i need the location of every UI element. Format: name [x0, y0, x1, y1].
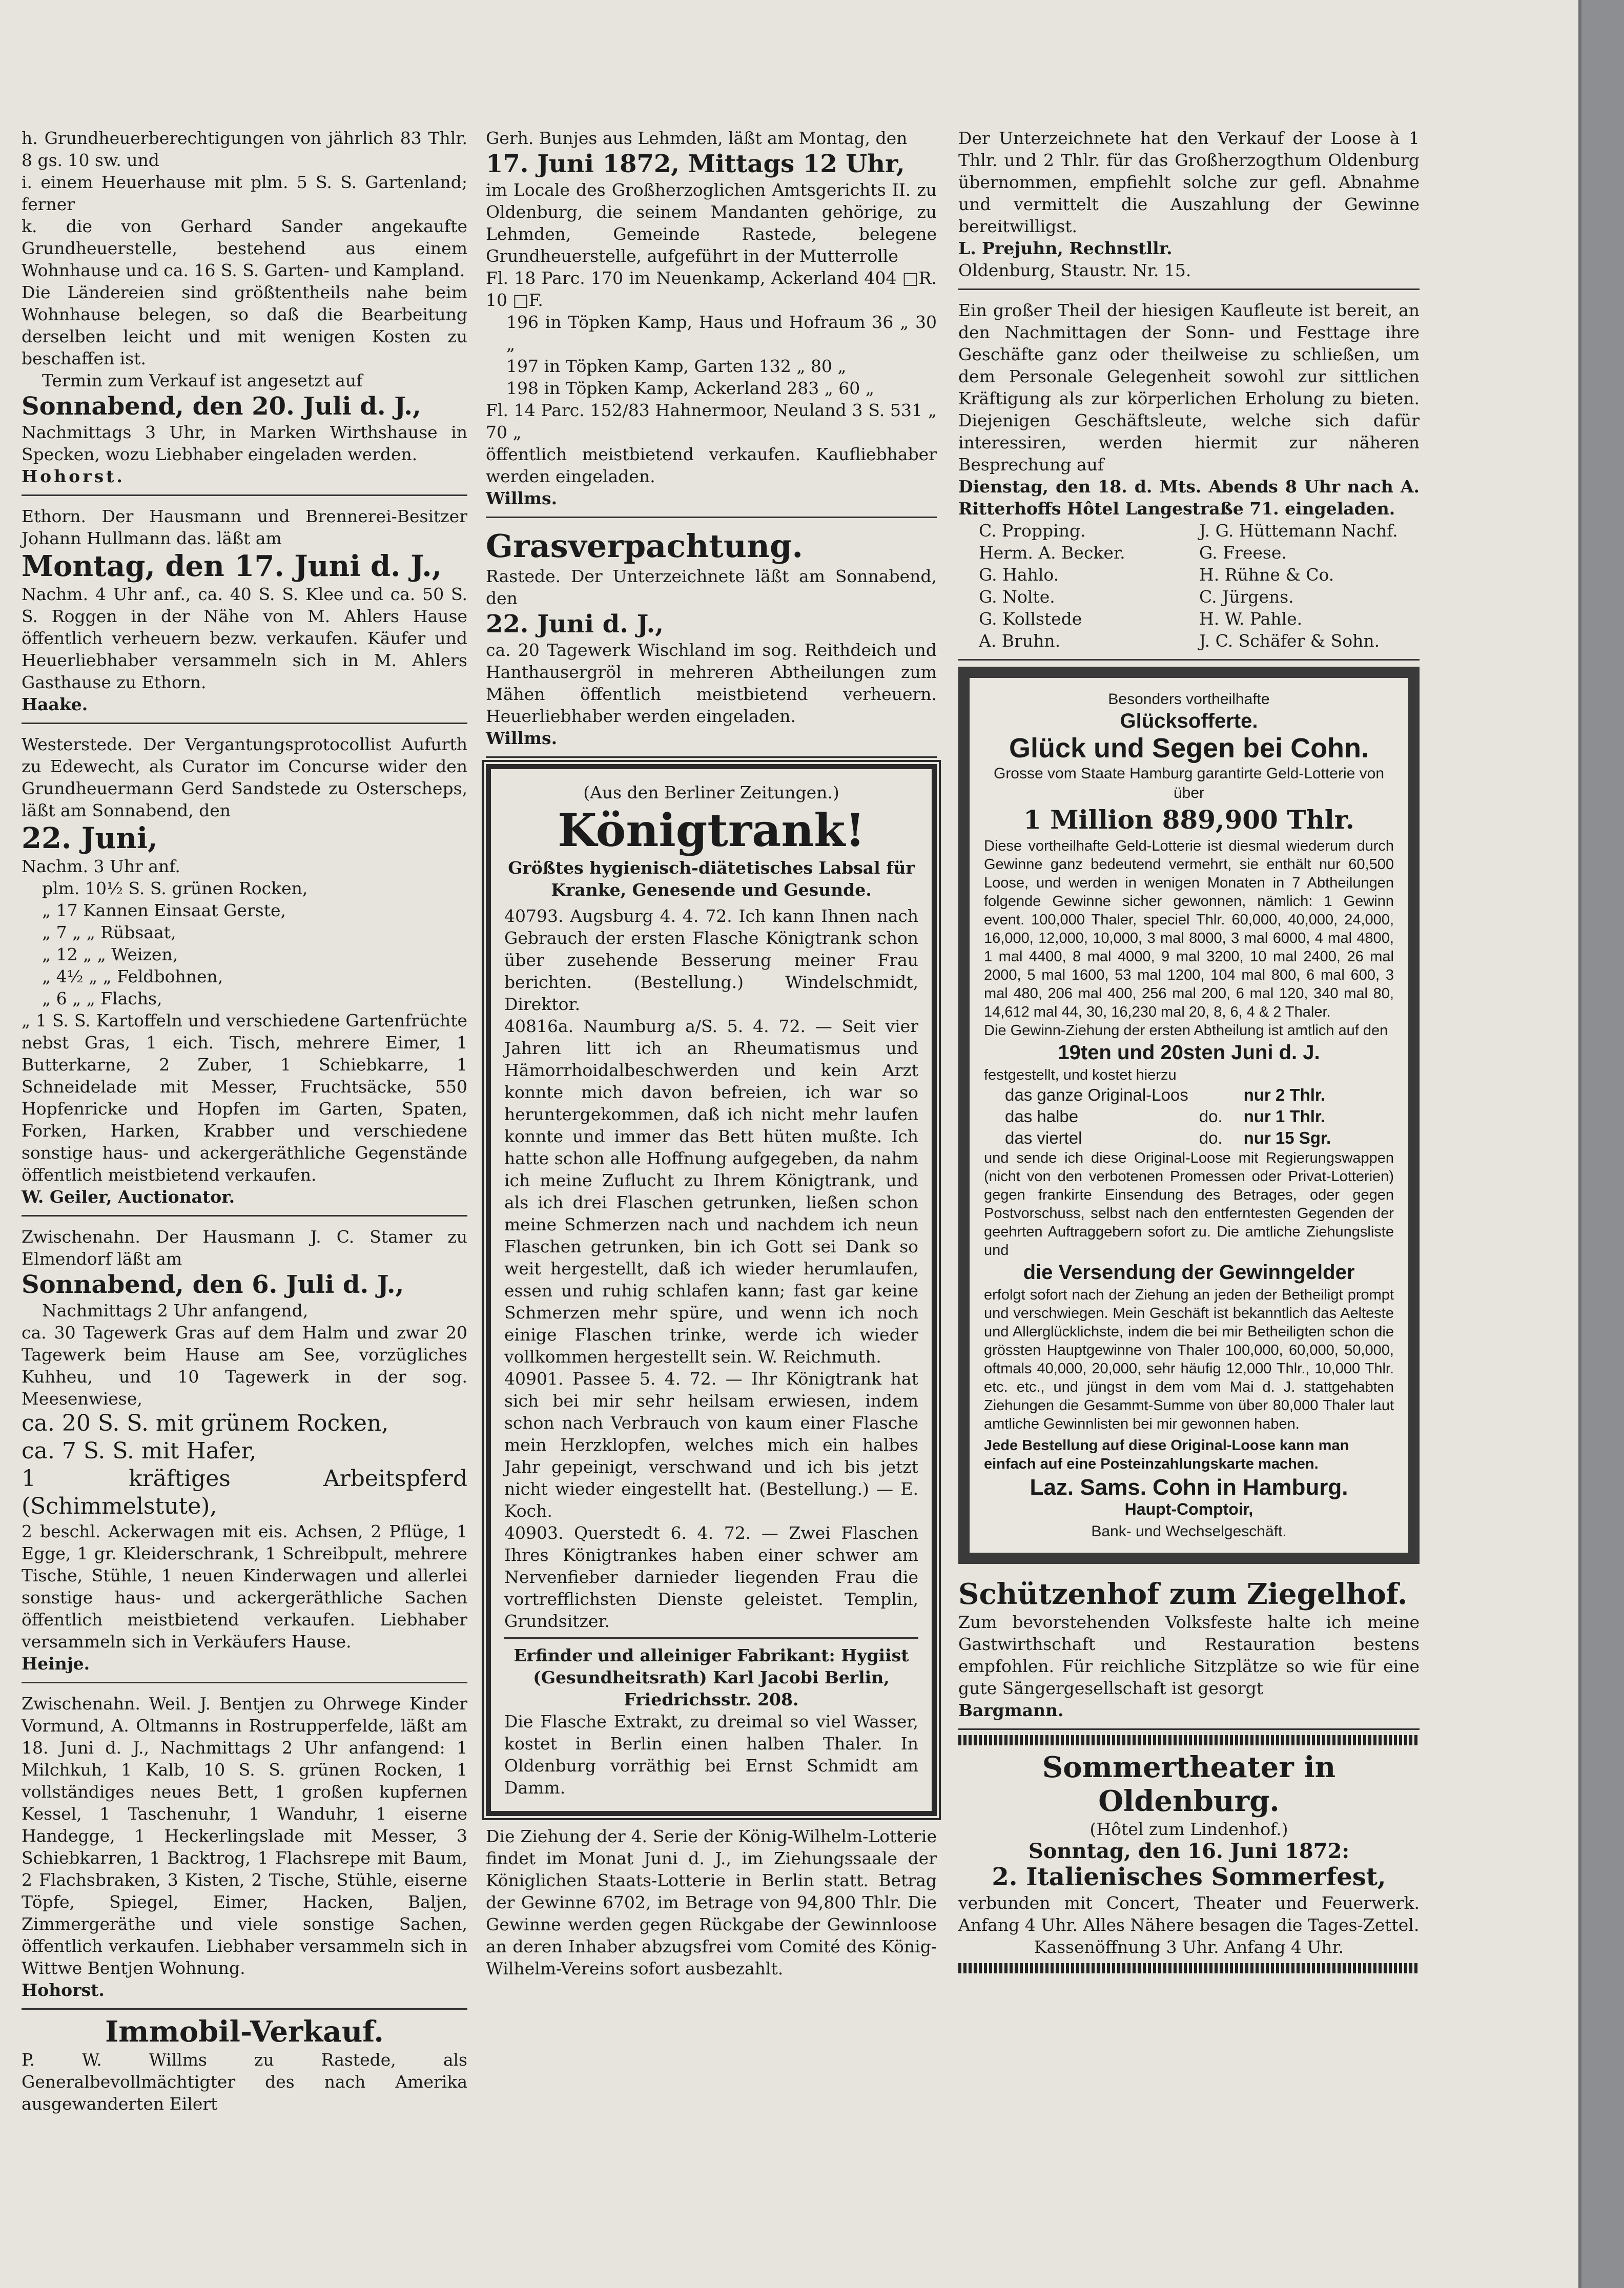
ad-date: Sonntag, den 16. Juni 1872: — [1028, 1839, 1350, 1863]
merchant-name: Herm. A. Becker. — [979, 543, 1125, 563]
ad-text: Ein großer Theil der hiesigen Kaufleute ist bereit, an den Nachmittagen der Sonn- und Festtage ihre Geschäfte ganz oder theilweise zu schließen, um dem Personale Gelegenheit sowohl zur sittlichen Kräftigung als zur körperlichen Erholung zu bieten. Diejenigen Geschäftsleute, welche sich dafür interessiren, werden hiermit zur näheren Besprechung auf — [958, 300, 1420, 475]
ad-text: Diese vortheilhafte Geld-Lotterie ist diesmal wiederum durch Gewinne ganz bedeutend vermehrt, sie enthält nur 60,500 Loose, und werden in wenigen Monaten in 7 Abtheilungen folgende Gewinne sicher gewonnen, nämlich: 1 Gewinn event. 100,000 Thaler, speciel Thlr. 60,000, 40,000, 24,000, 16,000, 12,000, 10,000, 3 mal 8000, 3 mal 6000, 4 mal 4800, 1 mal 4400, 8 mal 4000, 9 mal 3200, 10 mal 2400, 26 mal 2000, 5 mal 1600, 53 mal 1200, 104 mal 800, 6 mal 600, 3 mal 480, 206 mal 400, 256 mal 200, 6 mal 120, 340 mal 80, 14,612 mal 44, 30, 16,230 mal 20, 8, 6, 4 & 2 Thaler. — [984, 838, 1394, 1020]
merchant-list-left — [958, 520, 1199, 652]
ad-signature: Heinje. — [22, 1654, 90, 1674]
ad-line: h. Grundheuerberechtigungen von jährlich 83 Thlr. 8 gs. 10 sw. und — [22, 128, 467, 170]
ad-text: Nachm. 4 Uhr anf., ca. 40 S. S. Klee und ca. 50 S. S. Roggen in der Nähe von M. Ahlers Hause öffentlich verheuern bezw. verkaufen. Käufer und Heuerliebhaber versammeln sich in M. Ahlers Gasthause zu Ethorn. — [22, 584, 467, 692]
ad-subtitle: (Hôtel zum Lindenhof.) — [1089, 1819, 1288, 1839]
price-row — [1004, 1127, 1331, 1149]
ad-title: Königtrank! — [558, 803, 865, 857]
ad-title: Schützenhof zum Ziegelhof. — [958, 1577, 1408, 1611]
ad-item: „ 12 „ „ Weizen, — [42, 944, 178, 964]
ad-source: (Aus den Berliner Zeitungen.) — [583, 782, 839, 802]
price-value: nur 1 Thlr. — [1243, 1107, 1326, 1126]
ad-text: Zum bevorstehenden Volksfeste halte ich meine Gastwirthschaft und Restauration bestens empfohlen. Für reichliche Sitzplätze so wie für eine gute Sängergesellschaft ist gesorgt — [958, 1612, 1420, 1698]
ad-line: i. einem Heuerhause mit plm. 5 S. S. Gartenland; ferner — [22, 172, 467, 214]
merchant-name: H. Rühne & Co. — [1199, 565, 1334, 585]
border-hatch — [958, 1963, 1420, 1973]
price-label: das viertel — [1005, 1128, 1082, 1147]
ad-date: Sonnabend, den 6. Juli d. J., — [22, 1270, 404, 1299]
ad-bentjen — [22, 1688, 467, 2010]
ad-text: 2 beschl. Ackerwagen mit eis. Achsen, 2 Pflüge, 1 Egge, 1 gr. Kleiderschrank, 1 Schreibpult, mehrere Tische, Stühle, 1 neuen Kinderwagen und allerlei sonstige haus- und ackergeräthliche Sachen öffentlich meistbietend verkaufen. Liebhaber versammeln sich in Verkäufers Hause. — [22, 1521, 467, 1652]
column-right — [958, 123, 1420, 1978]
merchant-name: J. C. Schäfer & Sohn. — [1199, 631, 1380, 651]
ad-item: ca. 7 S. S. mit Hafer, — [22, 1438, 257, 1464]
ad-firm-business: Bank- und Wechselgeschäft. — [1091, 1523, 1287, 1540]
ad-line: k. die von Gerhard Sander angekaufte Grundheuerstelle, bestehend aus einem Wohnhause und ca. 16 S. S. Garten- und Kampland. — [22, 216, 467, 280]
merchant-name: G. Kollstede — [979, 609, 1082, 629]
border-hatch — [958, 1735, 1420, 1745]
ad-title: Sommertheater in Oldenburg. — [1042, 1750, 1336, 1818]
ad-text: Zwischenahn. Der Hausmann J. C. Stamer zu Elmendorf läßt am — [22, 1227, 467, 1269]
ad-text: Die Ziehung der 4. Serie der König-Wilhelm-Lotterie findet im Monat Juni d. J., im Ziehungssaale der Königlichen Staats-Lotterie in Berlin statt. Betrag der Gewinne 6702, im Betrage von 94,800 Thlr. Die Gewinne werden gegen Rückgabe der Gewinnloose an deren Inhaber abzugsfrei vom Comité des König-Wilhelm-Vereins sofort ausbezahlt. — [486, 1826, 937, 1978]
merchant-name: C. Jürgens. — [1199, 587, 1294, 607]
parcel-row: 197 in Töpken Kamp, Garten 132 „ 80 „ — [506, 356, 847, 376]
ad-text: öffentlich meistbietend verkaufen. Kaufliebhaber werden eingeladen. — [486, 444, 937, 486]
ad-time: Nachmittags 2 Uhr anfangend, — [42, 1301, 309, 1321]
price-value: nur 2 Thlr. — [1243, 1085, 1326, 1104]
price-value: nur 15 Sgr. — [1243, 1128, 1331, 1147]
ad-line: Termin zum Verkauf ist angesetzt auf — [42, 370, 363, 390]
ad-title: Immobil-Verkauf. — [105, 2015, 384, 2049]
ad-text: ca. 30 Tagewerk Gras auf dem Halm und zwar 20 Tagewerk beim Hause am See, vorzügliches Kuhheu, und 10 Tagewerk in der sog. Meesenwiese, — [22, 1323, 467, 1409]
merchant-name: G. Nolte. — [979, 587, 1055, 607]
ad-signature: L. Prejuhn, Rechnstllr. — [958, 238, 1173, 258]
ad-grundheuer — [22, 123, 467, 496]
ad-text: Die Flasche Extrakt, zu dreimal so viel Wasser, kostet in Berlin einen halben Thaler. In Oldenburg vorräthig bei Ernst Schmidt am Damm. — [504, 1712, 918, 1798]
column-left — [22, 123, 467, 2115]
parcel-row: 196 in Töpken Kamp, Haus und Hofraum 36 „ 30 „ — [506, 312, 937, 354]
ad-klee-roggen — [22, 501, 467, 724]
ad-grasverpachtung — [486, 523, 937, 758]
ad-text: Rastede. Der Unterzeichnete läßt am Sonnabend, den — [486, 566, 937, 608]
ad-versand: die Versendung der Gewinngelder — [1023, 1261, 1355, 1284]
ad-text: ca. 20 Tagewerk Wischland im sog. Reithdeich und Hanthausergröl in mehreren Abtheilungen zum Mähen öffentlich meistbietend verheuern. Heuerliebhaber werden eingeladen. — [486, 640, 937, 726]
price-label: das ganze Original-Loos — [1005, 1085, 1188, 1104]
ad-signature: Hohorst. — [22, 466, 125, 486]
price-do: do. — [1199, 1107, 1223, 1126]
ad-bunjes — [486, 123, 937, 518]
ad-text: Der Unterzeichnete hat den Verkauf der Loose à 1 Thlr. und 2 Thlr. für das Großherzogthum Oldenburg übernommen, empfiehlt solche zur gefl. Abnahme und vermittelt die Auszahlung der Gewinne bereitwilligst. — [958, 128, 1420, 236]
merchant-name: G. Freese. — [1199, 543, 1287, 563]
ad-event: 2. Italienisches Sommerfest, — [992, 1863, 1386, 1891]
ad-text: Nachmittags 3 Uhr, in Marken Wirthshause in Specken, wozu Liebhaber eingeladen werden. — [22, 422, 467, 464]
ad-line: Die Ländereien sind größtentheils nahe beim Wohnhause belegen, so daß die Bearbeitung derselben leicht und mit wenigen Kosten zu beschaffen ist. — [22, 282, 467, 368]
merchant-name: J. G. Hüttemann Nachf. — [1199, 521, 1398, 541]
ad-kicker: Besonders vortheilhafte — [1108, 691, 1270, 708]
ad-item: „ 4½ „ „ Feldbohnen, — [42, 966, 223, 986]
ad-item: „ 17 Kannen Einsaat Gerste, — [42, 900, 286, 920]
ad-signature: Hohorst. — [22, 1980, 105, 2000]
parcel-row: Fl. 18 Parc. 170 im Neuenkamp, Ackerland 404 □R. 10 □F. — [486, 268, 937, 310]
merchant-list — [958, 520, 1420, 652]
ad-signature: Willms. — [486, 728, 558, 748]
ad-koenigtrank — [486, 764, 937, 1816]
ad-signature: Willms. — [486, 488, 558, 508]
price-row — [1004, 1106, 1331, 1127]
ad-offer: Glücksofferte. — [1120, 710, 1258, 732]
ad-kaufleute — [958, 295, 1420, 661]
ad-signature: Bargmann. — [958, 1700, 1064, 1720]
ad-concurs — [22, 729, 467, 1217]
merchant-list-right — [1199, 520, 1420, 652]
ad-text: und sende ich diese Original-Loose mit Regierungswappen (nicht von den verbotenen Promessen oder Privat-Lotterien) gegen frankirte Einsendung des Betrages, oder gegen Postvorschuss, selbst nach den entferntesten Gegenden der geehrten Auftraggebern sofort zu. Die amtliche Ziehungsliste und — [984, 1150, 1394, 1259]
ad-date: Dienstag, den 18. d. Mts. Abends 8 Uhr nach A. Ritterhoffs Hôtel Langestraße 71. eingeladen. — [958, 477, 1420, 519]
ad-text: Zwischenahn. Weil. J. Bentjen zu Ohrwege Kinder Vormund, A. Oltmanns in Rostrupperfelde, läßt am 18. Juni d. J., Nachmittags 2 Uhr anfangend: 1 Milchkuh, 1 Kalb, 10 S. S. grünen Rocken, 1 vollständiges neues Bett, 1 großen kupfernen Kessel, 1 Taschenuhr, 1 Wanduhr, 1 eiserne Handegge, 1 Heckerlingslade mit Messer, 3 Schiebkarren, 1 Backtrog, 1 Flachsrepe mit Baum, 2 Flachsbraken, 3 Kisten, 2 Tische, Stühle, eiserne Töpfe, Spiegel, Eimer, Hacken, Baljen, Zimmergeräthe und viele sonstige Sachen, öffentlich verkaufen. Liebhaber versammeln sich in Wittwe Bentjen Wohnung. — [22, 1694, 467, 1978]
ad-firm: Laz. Sams. Cohn in Hamburg. — [1030, 1475, 1348, 1500]
ad-date: 22. Juni, — [22, 821, 158, 855]
ad-item: plm. 10½ S. S. grünen Rocken, — [42, 878, 308, 898]
parcel-row: 198 in Töpken Kamp, Ackerland 283 „ 60 „ — [506, 378, 874, 398]
ad-subtitle: Größtes hygienisch-diätetisches Labsal für Kranke, Genesende und Gesunde. — [508, 858, 915, 900]
ad-text: Die Gewinn-Ziehung der ersten Abtheilung ist amtlich auf den — [984, 1022, 1388, 1039]
ad-date: 17. Juni 1872, Mittags 12 Uhr, — [486, 150, 905, 178]
price-do — [1199, 1084, 1243, 1106]
ad-item: 1 kräftiges Arbeitspferd (Schimmelstute), — [22, 1466, 467, 1519]
column-middle — [486, 123, 937, 1980]
divider — [504, 1637, 918, 1639]
ad-text: Westerstede. Der Vergantungsprotocollist Aufurth zu Edewecht, als Curator im Concurse wider den Grundheuermann Gerd Sandstede zu Osterscheps, läßt am Sonnabend, den — [22, 734, 467, 820]
price-do: do. — [1199, 1128, 1223, 1147]
merchant-name: H. W. Pahle. — [1199, 609, 1303, 629]
ad-text: erfolgt sofort nach der Ziehung an jeden der Betheiligt prompt und verschwiegen. Mein Geschäft ist bekanntlich das Aelteste und Allerglücklichste, indem die bei mir Betheiligten schon die grössten Hauptgewinne von Thaler 100,000, 60,000, 50,000, oftmals 40,000, 20,000, sehr häufig 12,000 Thlr., 10,000 Thlr. etc. etc., und jüngst in dem vom Mai d. J. stattgehabten Ziehungen die Gesammt-Summe von über 80,000 Thaler laut amtliche Gewinnlisten bei mir gewonnen haben. — [984, 1287, 1394, 1432]
ad-date: Sonnabend, den 20. Juli d. J., — [22, 392, 421, 421]
ad-million: 1 Million 889,900 Thlr. — [1023, 805, 1354, 835]
price-table — [1004, 1084, 1331, 1149]
ad-title: Glück und Segen bei Cohn. — [1009, 733, 1369, 764]
ad-text: im Locale des Großherzoglichen Amtsgerichts II. zu Oldenburg, die seinem Mandanten gehörige, zu Lehmden, Gemeinde Rastede, belegene Grundheuerstelle, aufgeführt in der Mutterrolle — [486, 180, 937, 266]
testimonial: 40793. Augsburg 4. 4. 72. Ich kann Ihnen nach Gebrauch der ersten Flasche Königtrank schon über zusehende Besserung meiner Frau berichten. (Bestellung.) Windelschmidt, Direktor. — [504, 906, 918, 1014]
price-row — [1004, 1084, 1331, 1106]
merchant-name: A. Bruhn. — [979, 631, 1061, 651]
ad-text: festgestellt, und kostet hierzu — [984, 1067, 1177, 1083]
ad-date: 22. Juni d. J., — [486, 610, 664, 638]
ad-text: P. W. Willms zu Rastede, als Generalbevollmächtigter des nach Amerika ausgewanderten Eilert — [22, 2050, 467, 2114]
parcel-row: Fl. 14 Parc. 152/83 Hahnermoor, Neuland 3 S. 531 „ 70 „ — [486, 400, 937, 442]
ad-stamer — [22, 1222, 467, 1683]
ad-time: Nachm. 3 Uhr anf. — [22, 856, 180, 876]
ad-date: Montag, den 17. Juni d. J., — [22, 549, 442, 583]
ad-signature: W. Geiler, Auctionator. — [22, 1187, 235, 1207]
price-label: das halbe — [1005, 1107, 1079, 1126]
ad-firm-office: Haupt-Comptoir, — [1124, 1500, 1253, 1518]
testimonial: 40816a. Naumburg a/S. 5. 4. 72. — Seit vier Jahren litt ich an Rheumatismus und Hämorrhoidalbeschwerden und kein Arzt konnte mich davon befreien, ich war so heruntergekommen, daß ich nicht mehr laufen konnte und immer das Bett hüten mußte. Ich hatte schon alle Hoffnung aufgegeben, da nahm ich meine Zuflucht zu Ihrem Königtrank, und als ich drei Flaschen getrunken, ließen schon meine Schmerzen nach und nachdem ich neun Flaschen getrunken, bin ich Gott sei Dank so weit hergestellt, daß ich wieder herumlaufen, essen und ruhig schlafen kann; fast gar keine Schmerzen mehr spüre, und wenn ich noch einige Flaschen trinke, werde ich wieder vollkommen hergestellt sein. W. Reichmuth. — [504, 1016, 918, 1367]
ad-title: Grasverpachtung. — [486, 527, 803, 565]
ad-item: „ 6 „ „ Flachs, — [42, 988, 162, 1008]
ad-cohn-lotterie — [958, 667, 1420, 1564]
ad-text: verbunden mit Concert, Theater und Feuerwerk. Anfang 4 Uhr. Alles Nähere besagen die Tages-Zettel. — [958, 1893, 1420, 1935]
ad-text: Kassenöffnung 3 Uhr. Anfang 4 Uhr. — [1034, 1937, 1344, 1957]
testimonial: 40901. Passee 5. 4. 72. — Ihr Königtrank hat sich bei mir sehr heilsam erwiesen, indem schon nach Verbrauch von kaum einer Flasche mein Herzklopfen, welches mich ein halbes Jahr gepeinigt, verschwand und ich bis jetzt nicht wieder eingestellt hat. (Bestellung.) — E. Koch. — [504, 1369, 918, 1521]
ad-address: Oldenburg, Staustr. Nr. 15. — [958, 260, 1191, 280]
ad-item: ca. 20 S. S. mit grünem Rocken, — [22, 1410, 389, 1436]
ad-immobil — [22, 2015, 467, 2115]
testimonial: 40903. Querstedt 6. 4. 72. — Zwei Flaschen Ihres Königtrankes haben einer schwer am Nervenfieber darnieder liegenden Frau die vortrefflichsten Dienste geleistet. Templin, Grundsitzer. — [504, 1523, 918, 1631]
ad-order: Jede Bestellung auf diese Original-Loose kann man einfach auf eine Posteinzahlungskarte machen. — [984, 1437, 1349, 1472]
ad-schuetzenhof — [958, 1573, 1420, 1730]
ad-signature: Haake. — [22, 694, 88, 714]
ad-sommertheater — [958, 1735, 1420, 1973]
merchant-name: G. Hahlo. — [979, 565, 1059, 585]
ad-prejuhn — [958, 123, 1420, 290]
ad-item: „ 7 „ „ Rübsaat, — [42, 922, 176, 942]
ad-maker: Erfinder und alleiniger Fabrikant: Hygiist (Gesundheitsrath) Karl Jacobi Berlin, Friedrichsstr. 208. — [513, 1645, 909, 1709]
ad-draw-date: 19ten und 20sten Juni d. J. — [1058, 1041, 1320, 1064]
ad-text: Ethorn. Der Hausmann und Brennerei-Besitzer Johann Hullmann das. läßt am — [22, 506, 467, 548]
merchant-name: C. Propping. — [979, 521, 1086, 541]
ad-text: Gerh. Bunjes aus Lehmden, läßt am Montag, den — [486, 128, 908, 148]
ad-koenig-wilhelm-lotterie — [486, 1825, 937, 1980]
ad-text: „ 1 S. S. Kartoffeln und verschiedene Gartenfrüchte nebst Gras, 1 eich. Tisch, mehrere Eimer, 1 Butterkarne, 2 Zuber, 1 Schiebkarre, 1 Schneidelade mit Messer, Fruchtsäcke, 550 Hopfenricke und Hopfen im Garten, Spaten, Forken, Harken, Krabber und verschiedene sonstige haus- und ackergeräthliche Gegenstände öffentlich meistbietend verkaufen. — [22, 1011, 467, 1185]
ad-subtitle: Grosse vom Staate Hamburg garantirte Geld-Lotterie von über — [993, 765, 1385, 801]
